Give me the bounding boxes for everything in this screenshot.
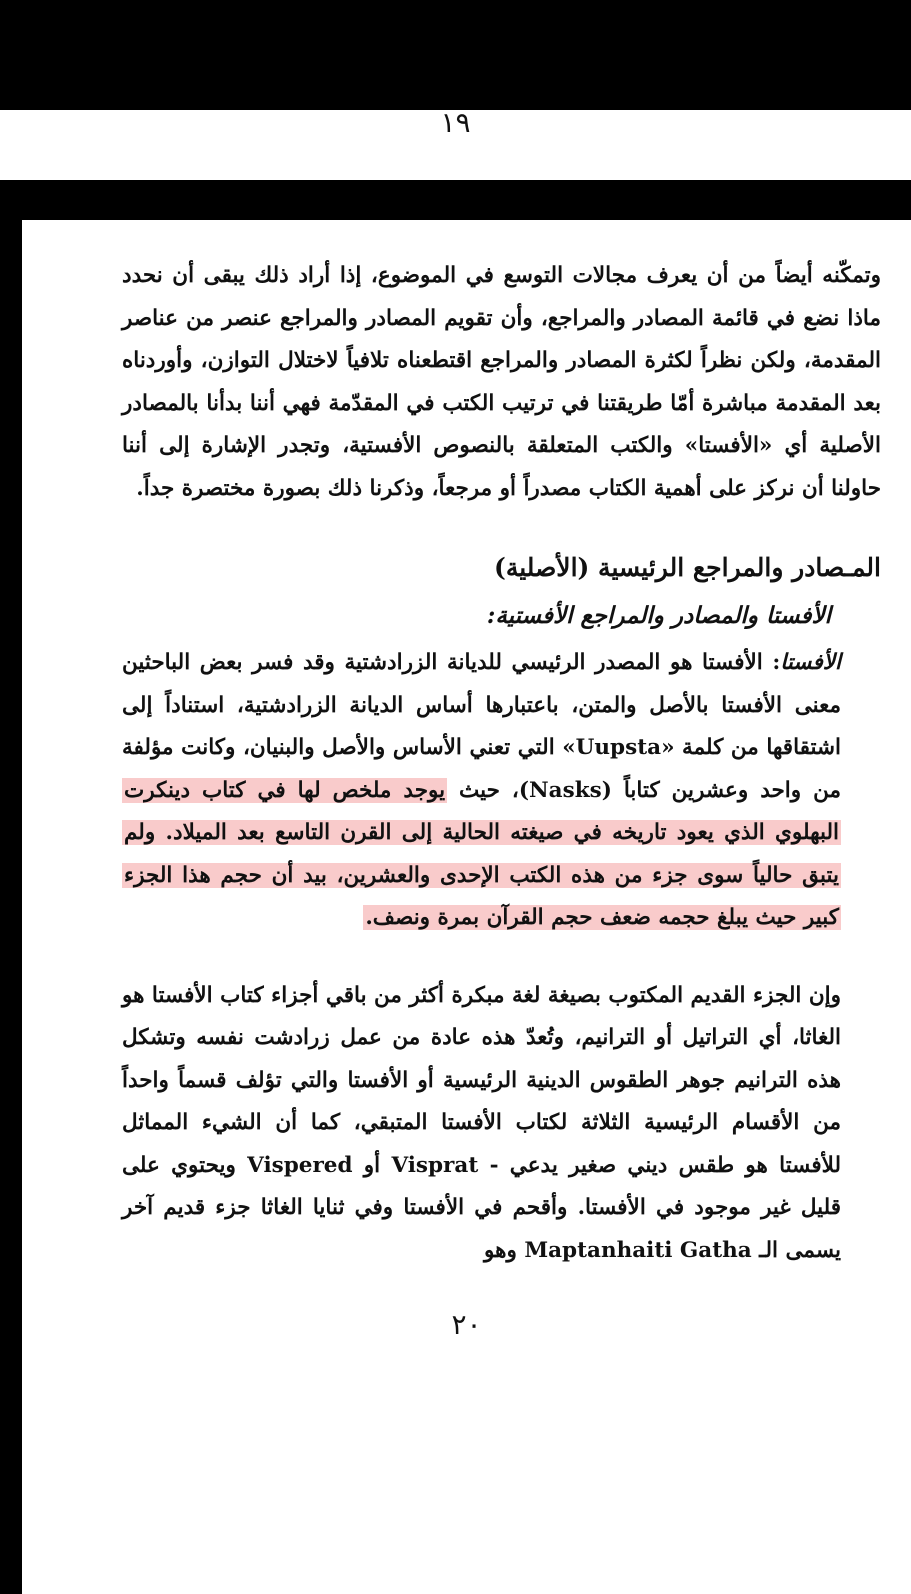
section-heading: المـصادر والمراجع الرئيسية (الأصلية) bbox=[494, 553, 881, 582]
book-page bbox=[22, 220, 911, 1594]
avesta-term: الأفستا bbox=[780, 650, 841, 675]
intro-paragraph: وتمكّنه أيضاً من أن يعرف مجالات التوسع في الموضوع، إذا أراد ذلك يبقى أن نحدد ماذا نضع في قائمة المصادر والمراجع، وأن تقويم المصادر والمراجع عنصر من عناصر المقدمة، ولكن نظراً لكثرة المصادر والمراجع اقتطعناه تلافياً لاختلال التوازن، وأوردناه بعد المقدمة مباشرة أمّا طريقتنا في ترتيب الكتب في المقدّمة فهي أننا بدأنا بالمصادر الأصلية أي «الأفستا» والكتب المتعلقة بالنصوص الأفستية، وتجدر الإشارة إلى أننا حاولنا أن نركز على أهمية الكتاب مصدراً أو مرجعاً، وذكرنا ذلك بصورة مختصرة جداً. bbox=[122, 263, 881, 501]
previous-page-strip bbox=[0, 106, 911, 180]
avesta-paragraph bbox=[122, 642, 881, 940]
page-content bbox=[122, 255, 881, 1272]
subsection-heading: الأفستا والمصادر والمراجع الأفستية: bbox=[486, 602, 831, 629]
bottom-page-number: ٢٠ bbox=[451, 1308, 482, 1341]
top-page-number: ١٩ bbox=[440, 106, 471, 139]
highlighted-text: يوجد ملخص لها في كتاب دينكرت البهلوي الذي يعود تاريخه في صيغته الحالية إلى القرن التاسع بعد الميلاد. ولم يتبق حالياً سوى جزء من هذه الكتب الإحدى والعشرين، بيد أن حجم هذا الجزء كبير حيث يبلغ حجمه ضعف حجم القرآن بمرة ونصف. bbox=[124, 777, 839, 930]
spacer bbox=[122, 940, 881, 975]
spacer bbox=[122, 510, 881, 545]
gatha-paragraph: وإن الجزء القديم المكتوب بصيغة لغة مبكرة أكثر من باقي أجزاء كتاب الأفستا هو الغاثا، أي التراتيل أو الترانيم، وتُعدّ هذه عادة من عمل زرادشت نفسه وتشكل هذه الترانيم جوهر الطقوس الدينية الرئيسية أو الأفستا والتي تؤلف قسماً واحداً من الأقسام الرئيسية الثلاثة لكتاب الأفستا المتبقي، كما أن الشيء المماثل للأفستا هو طقس ديني صغير يدعي - Visprat أو Vispered ويحتوي على قليل غير موجود في الأفستا. وأقحم في الأفستا وفي ثنايا الغاثا جزء قديم آخر يسمى الـ Maptanhaiti Gatha وهو bbox=[121, 982, 841, 1263]
avesta-text: : الأفستا هو المصدر الرئيسي للديانة الزرادشتية وقد فسر بعض الباحثين معنى الأفستا بالأصل والمتن، باعتبارها أساس الديانة الزرادشتية، استناداً إلى اشتقاقها من كلمة «Uupsta» التي تعني الأساس والأصل والبنيان، وكانت مؤلفة من واحد وعشرين كتاباً (Nasks)، حيث bbox=[122, 650, 841, 803]
